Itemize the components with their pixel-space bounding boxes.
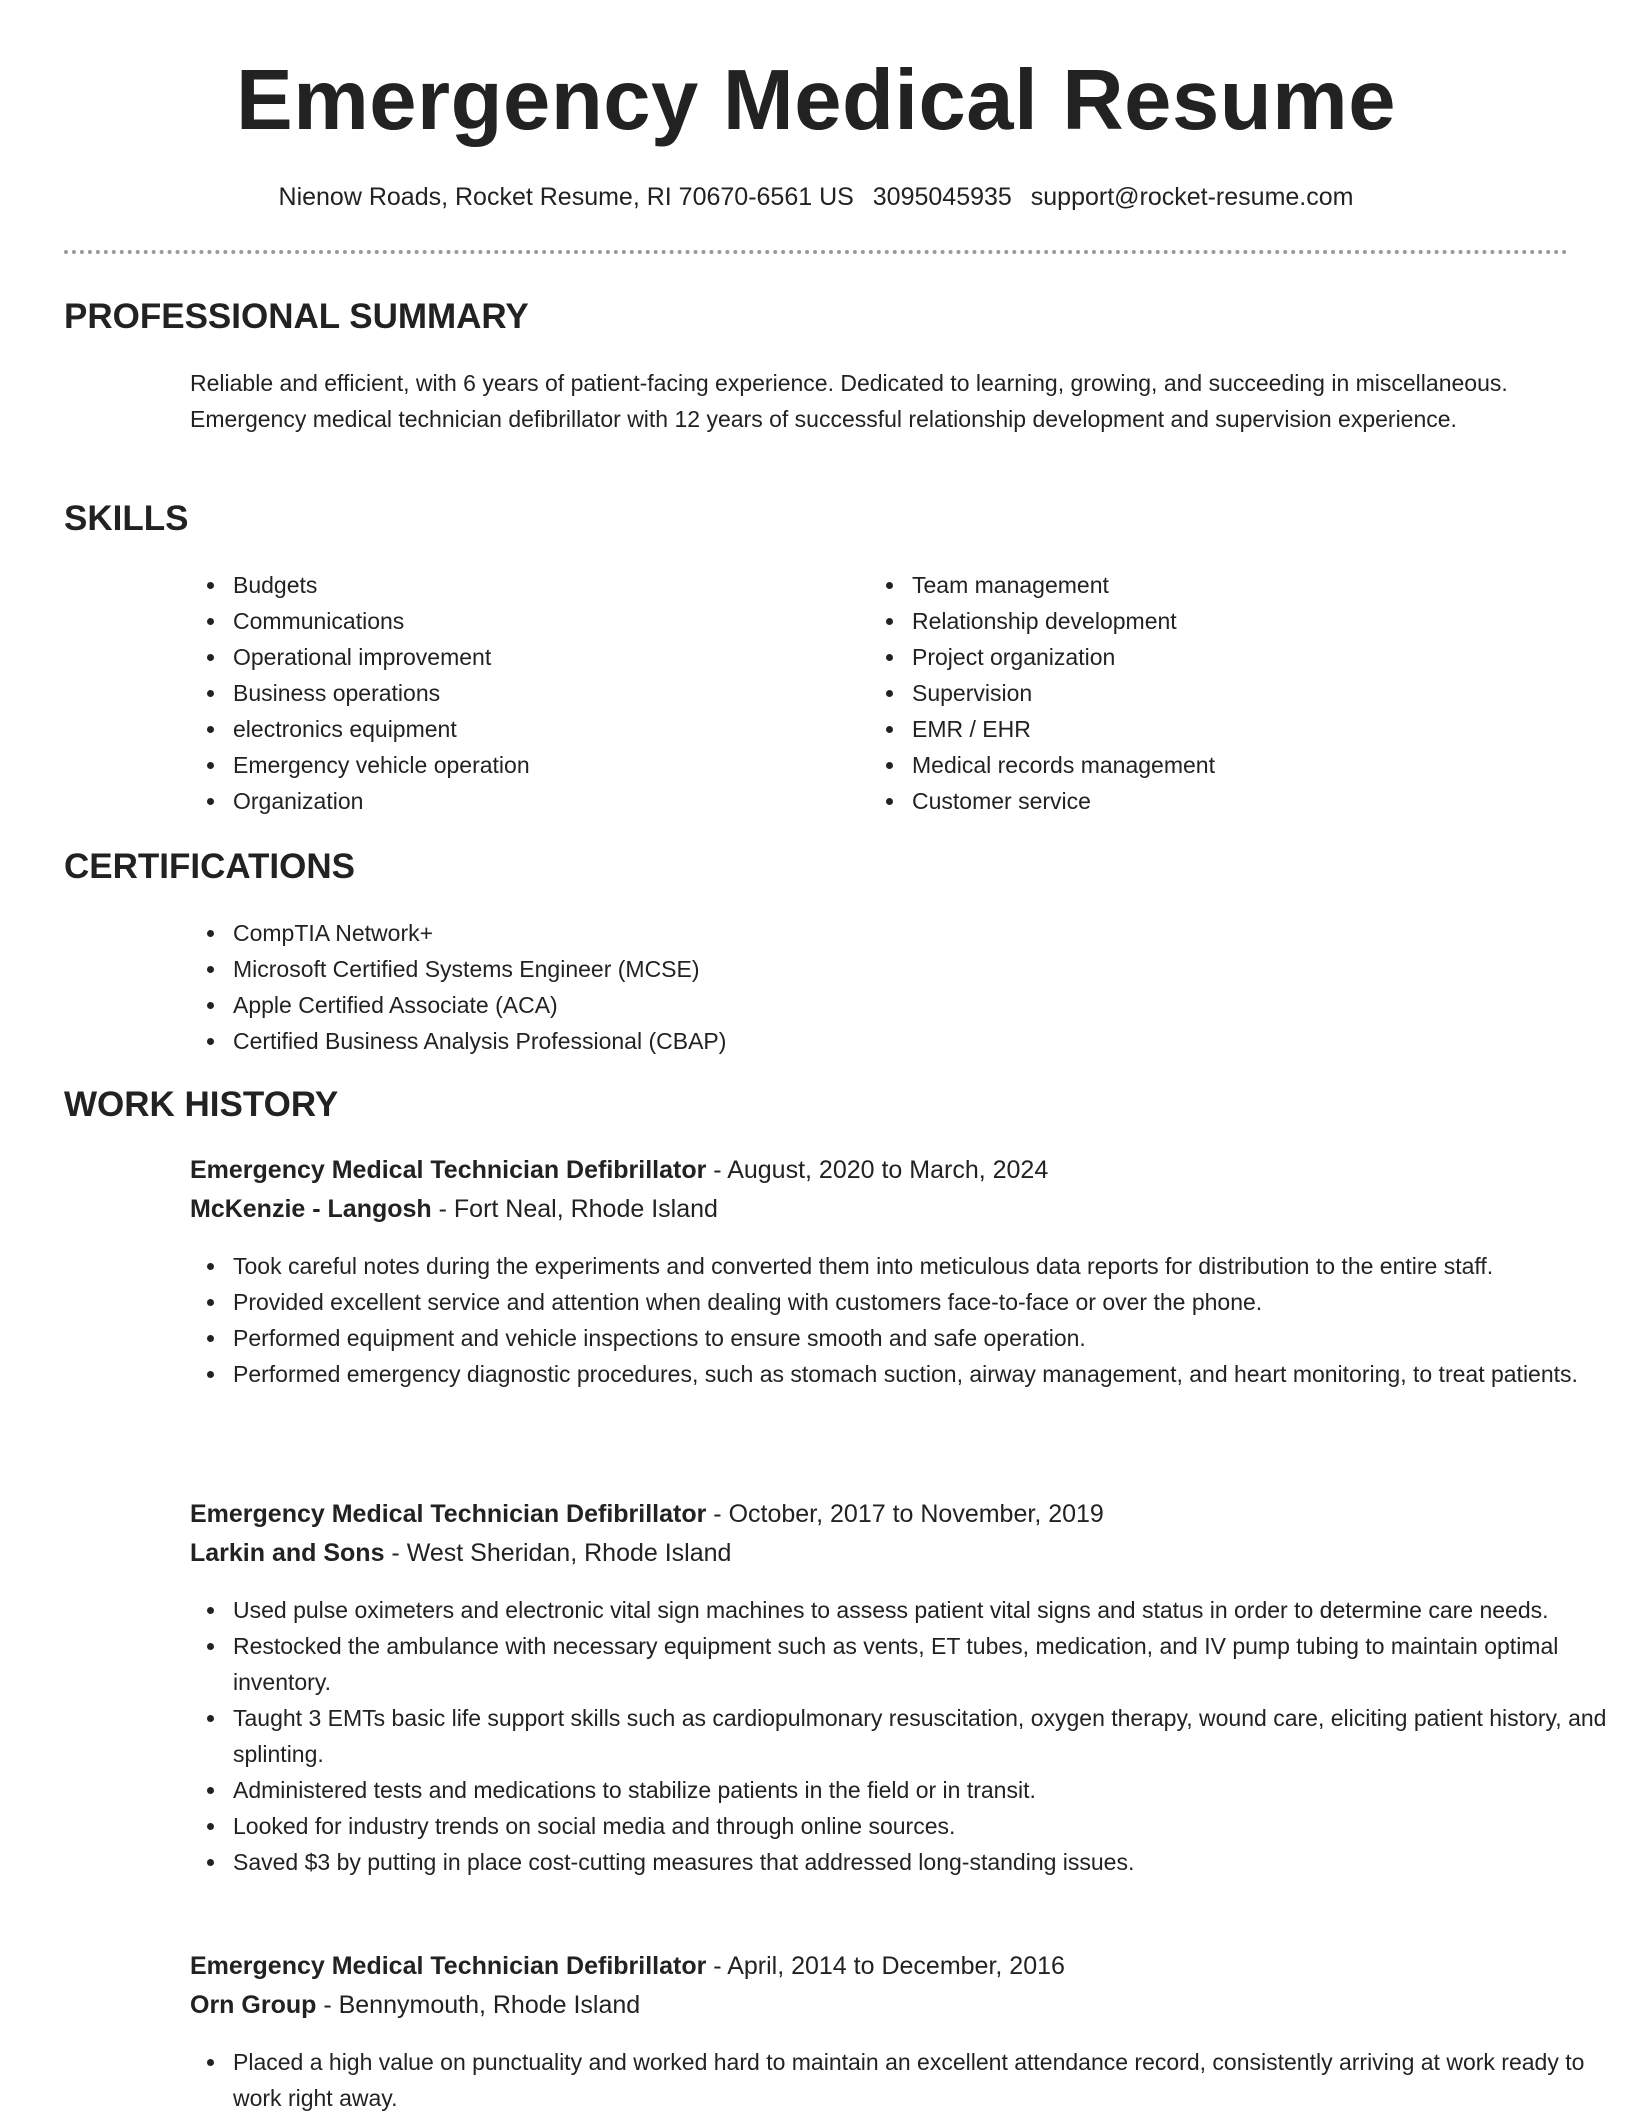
skills-list-left bbox=[190, 567, 853, 819]
job-location: - Bennymouth, Rhode Island bbox=[316, 1991, 641, 2019]
list-item: Certified Business Analysis Professional (CBAP) bbox=[233, 1023, 1533, 1059]
summary-heading: PROFESSIONAL SUMMARY bbox=[64, 297, 529, 336]
job-dates: - April, 2014 to December, 2016 bbox=[706, 1952, 1065, 1980]
summary-text: Reliable and efficient, with 6 years of patient-facing experience. Dedicated to learning, growing, and succeeding in miscellaneous. Emergency medical technician defibrillator with 12 years of successful relationship development and supervision experience. bbox=[190, 370, 1508, 432]
list-item: Performed equipment and vehicle inspections to ensure smooth and safe operation. bbox=[233, 1320, 1608, 1356]
resume-name: Emergency Medical Resume bbox=[236, 53, 1396, 148]
list-item: Relationship development bbox=[912, 603, 1572, 639]
list-item: Used pulse oximeters and electronic vital sign machines to assess patient vital signs and status in order to determine care needs. bbox=[233, 1592, 1608, 1628]
job-company: McKenzie - Langosh bbox=[190, 1195, 432, 1223]
list-item: Communications bbox=[233, 603, 853, 639]
job-title-line bbox=[190, 1156, 1048, 1185]
certifications-heading: CERTIFICATIONS bbox=[64, 847, 356, 886]
job-company: Orn Group bbox=[190, 1991, 317, 2019]
job-location: - Fort Neal, Rhode Island bbox=[431, 1195, 718, 1223]
list-item: Organization bbox=[233, 783, 853, 819]
list-item: Looked for industry trends on social media and through online sources. bbox=[233, 1808, 1608, 1844]
job-company-line bbox=[190, 1539, 731, 1568]
contact-address: Nienow Roads, Rocket Resume, RI 70670-6561 US bbox=[278, 183, 854, 211]
job-dates: - August, 2020 to March, 2024 bbox=[706, 1156, 1049, 1184]
list-item: EMR / EHR bbox=[912, 711, 1572, 747]
header-divider bbox=[64, 250, 1568, 254]
list-item: Team management bbox=[912, 567, 1572, 603]
list-item: Operational improvement bbox=[233, 639, 853, 675]
list-item: Emergency vehicle operation bbox=[233, 747, 853, 783]
job-company: Larkin and Sons bbox=[190, 1539, 385, 1567]
list-item: Microsoft Certified Systems Engineer (MCSE) bbox=[233, 951, 1533, 987]
list-item: Took careful notes during the experiments and converted them into meticulous data reports for distribution to the entire staff. bbox=[233, 1248, 1608, 1284]
job-dates: - October, 2017 to November, 2019 bbox=[706, 1500, 1104, 1528]
contact-phone: 3095045935 bbox=[872, 183, 1012, 211]
list-item: Medical records management bbox=[912, 747, 1572, 783]
job-bullets bbox=[190, 2044, 1608, 2116]
job-title-line bbox=[190, 1500, 1104, 1529]
job-location: - West Sheridan, Rhode Island bbox=[384, 1539, 732, 1567]
work-history-heading: WORK HISTORY bbox=[64, 1085, 339, 1124]
list-item: Project organization bbox=[912, 639, 1572, 675]
list-item: Supervision bbox=[912, 675, 1572, 711]
list-item: Business operations bbox=[233, 675, 853, 711]
list-item: Restocked the ambulance with necessary equipment such as vents, ET tubes, medication, and IV pump tubing to maintain optimal inventory. bbox=[233, 1628, 1608, 1700]
list-item: Provided excellent service and attention when dealing with customers face-to-face or over the phone. bbox=[233, 1284, 1608, 1320]
list-item: Budgets bbox=[233, 567, 853, 603]
job-role: Emergency Medical Technician Defibrillator bbox=[190, 1952, 707, 1980]
list-item: Apple Certified Associate (ACA) bbox=[233, 987, 1533, 1023]
job-bullets bbox=[190, 1248, 1608, 1392]
list-item: Placed a high value on punctuality and worked hard to maintain an excellent attendance record, consistently arriving at work ready to work right away. bbox=[233, 2044, 1608, 2116]
job-bullets bbox=[190, 1592, 1608, 1880]
contact-email: support@rocket-resume.com bbox=[1030, 183, 1354, 211]
contact-line bbox=[0, 183, 1632, 212]
list-item: Saved $3 by putting in place cost-cutting measures that addressed long-standing issues. bbox=[233, 1844, 1608, 1880]
job-company-line bbox=[190, 1991, 640, 2020]
job-title-line bbox=[190, 1952, 1065, 1981]
skills-heading: SKILLS bbox=[64, 499, 189, 538]
list-item: electronics equipment bbox=[233, 711, 853, 747]
list-item: CompTIA Network+ bbox=[233, 915, 1533, 951]
list-item: Administered tests and medications to stabilize patients in the field or in transit. bbox=[233, 1772, 1608, 1808]
skills-list-right bbox=[869, 567, 1572, 819]
certifications-list bbox=[190, 915, 1533, 1059]
list-item: Taught 3 EMTs basic life support skills such as cardiopulmonary resuscitation, oxygen therapy, wound care, eliciting patient history, and splinting. bbox=[233, 1700, 1608, 1772]
job-role: Emergency Medical Technician Defibrillator bbox=[190, 1156, 707, 1184]
list-item: Performed emergency diagnostic procedures, such as stomach suction, airway management, and heart monitoring, to treat patients. bbox=[233, 1356, 1608, 1392]
job-company-line bbox=[190, 1195, 718, 1224]
list-item: Customer service bbox=[912, 783, 1572, 819]
job-role: Emergency Medical Technician Defibrillator bbox=[190, 1500, 707, 1528]
